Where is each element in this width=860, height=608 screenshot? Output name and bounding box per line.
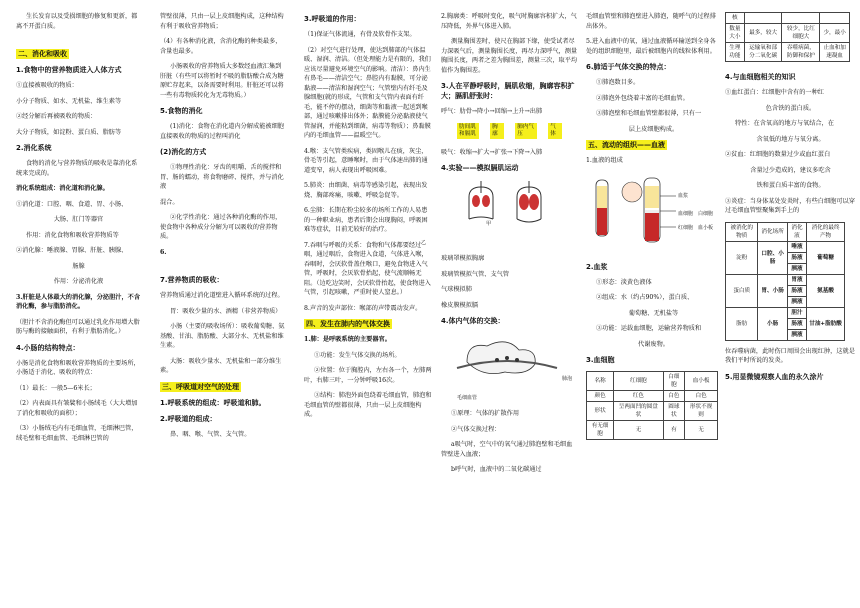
- text: 测量胸围差时，使尺在胸部下缘，使受试者尽力深吸气后，测量胸围长度，再尽力深呼气，测量胸围长度，两者之差为胸围差，测量三次，取平均值作为胸围差。: [441, 38, 578, 74]
- table-cell: 最多，较大: [744, 24, 782, 43]
- table-cell: 血小板: [685, 372, 718, 391]
- table-row: [726, 24, 850, 43]
- label-box: 肋间肌和膈肌: [457, 123, 479, 139]
- heading: 6.肺适于气体交换的特点：: [586, 63, 671, 71]
- table-cell: 有无细胞: [587, 421, 614, 440]
- figure-label: 血浆: [678, 192, 689, 199]
- table-cell: 胃、小肠: [758, 274, 787, 307]
- text: ①肺泡数目多。: [596, 79, 640, 86]
- table-cell: 胰液: [787, 296, 806, 307]
- text: 作用：分泌消化液: [53, 278, 104, 285]
- table-cell: [820, 13, 850, 24]
- table-cell: 淀粉: [726, 241, 758, 274]
- text: 玻璃罩模拟胸廓: [441, 255, 485, 262]
- table-cell: 形状不规则: [685, 402, 718, 421]
- section-heading: 三、呼吸道对空气的处理: [162, 382, 239, 391]
- table-cell: 无: [614, 421, 663, 440]
- table-row: [726, 43, 850, 62]
- text: ③炎症：当身体某处发炎时，有些白细胞可以穿过毛细血管壁聚集到手上的: [725, 197, 855, 214]
- heading: 5.食物的消化: [160, 107, 203, 115]
- text: 营养物质通过消化道壁进入循环系统的过程。: [160, 292, 284, 299]
- column-2: [146, 0, 289, 608]
- text: 鼻、咽、喉、气管、支气管。: [170, 430, 251, 438]
- text: ②气体交换过程：: [451, 425, 501, 433]
- table-cell: 被消化的物质: [726, 222, 758, 241]
- text: 胃：吸收少量的水、酒精（非营养物质）: [170, 307, 282, 315]
- text: （4）有各种消化液，含消化酶的种类最多，含量也最多。: [160, 38, 282, 55]
- heading: 2.血浆: [586, 262, 608, 271]
- text: 小分子物质、如水、无机盐、维生素等: [16, 97, 122, 105]
- text: 气球模拟肺: [441, 286, 472, 293]
- text: 大肠、肛门等器官: [53, 216, 104, 223]
- table-cell: 生理功能: [726, 43, 745, 62]
- text: ②化学性消化：通过各种消化酶的作用，使食物中各种成分分解为可以吸收的营养物质。: [160, 214, 282, 240]
- text: ①直接被吸收的物质：: [16, 82, 78, 89]
- text: 色含铁的蛋白质。: [765, 104, 816, 112]
- text: ③功能：运载血细胞，运输营养物质和: [596, 325, 702, 332]
- text: 代谢废物。: [638, 340, 669, 348]
- text: （1)保证气体流通，有骨及软骨作支架。: [304, 31, 416, 38]
- blood-tube-icon: [586, 172, 716, 256]
- text: ①物理性消化：牙齿的咀嚼、舌的搅拌和胃、肠的蠕动，将食物磨碎、搅拌，并与消化液: [160, 164, 284, 190]
- text: 1.肺：是呼吸系统的主要器官。: [304, 336, 391, 343]
- table-cell: 止血和加速凝血: [820, 43, 850, 62]
- label-box: 肺内气压: [515, 123, 537, 139]
- table-cell: [782, 13, 820, 24]
- figure-label: 红细胞: [678, 224, 694, 231]
- text: 5.进入血液中的氧，通过血液循环输送到全身各处的组织细胞里，最后被细胞内的线粒体利用。: [586, 38, 716, 55]
- text: 消化系统组成：消化道和消化腺。: [16, 185, 109, 192]
- text: ②贫血：红细胞的数量过少或血红蛋白: [725, 151, 831, 158]
- table-cell: 圆球状: [663, 402, 685, 421]
- heading: 3.人在平静呼吸时，膈肌收缩，胸廓容积扩大；膈肌舒张时：: [441, 82, 575, 100]
- text: 位吞噬病菌，此时伤口周围会出现红肿，这就是我们平时所说的发炎。: [725, 347, 855, 364]
- table-row: [726, 13, 850, 24]
- column-1: [0, 0, 143, 608]
- text: 小肠是消化食物和吸收营养物质的主要场所，小肠适于消化、吸收的特点：: [16, 359, 140, 376]
- text: 8.声音的发声部位：喉部的声带震动发声。: [304, 304, 422, 312]
- table-row: [726, 241, 845, 252]
- table-cell: 红色: [614, 391, 663, 402]
- text: 小肠（主要的吸收场所）：吸收葡萄糖、氨基酸、甘油、脂肪酸、大部分水、无机盐和维生素。: [160, 323, 285, 349]
- text: 橡皮膜模拟膈: [441, 301, 479, 309]
- figure-label: 乙: [421, 240, 427, 246]
- text: 6.尘肺：长期在粉尘较多的场所工作的人易患的一种职业病，患者后期会出现胸闷，呼吸困难等症状，目前无较好的治疗。: [304, 207, 428, 233]
- section-heading: 二、消化和吸收: [18, 50, 67, 58]
- table-row: [726, 307, 845, 318]
- table-cell: 消化液: [787, 222, 806, 241]
- text: 4.喉：支气管类疾病，类固喉儿在痰，灰尘，骨毛等引起，意睡喉时，由于气体速出肺的通道变窄，病人表现出呼吸困难。: [304, 147, 428, 174]
- table-cell: 核: [726, 13, 745, 24]
- digestion-table: [725, 222, 845, 341]
- text: 铁和蛋白质丰富的食物。: [756, 182, 825, 189]
- table-cell: 小肠: [758, 307, 787, 340]
- table-cell: 少，最小: [820, 24, 850, 43]
- text: （3）小肠绒毛内有毛细血管，毛细淋巴管，绒毛壁和毛细血管、毛细淋巴管的: [16, 425, 138, 442]
- heading: 1.呼吸系统的组成：呼吸道和肺。: [160, 398, 266, 407]
- text: 7.吞咽与呼吸的关系：食物和气体都要经过咽，通过咽后，食物进入食道，气体进入喉，吞咽时，会厌软骨盖住喉口，避免食物进入气管，呼吸时，会厌软骨抬起，使气流顺畅无阻。（边吃边笑时，会厌软骨抬起，使食物进入气管，引起咳嗽，严重时使人窒息。）: [304, 241, 431, 296]
- text: ③结构：肺泡外面包绕着毛细血管，肺泡和毛细血管的壁都很薄，只由一层上皮细胞构成。: [304, 392, 432, 418]
- table-cell: 吞噬病菌，防御和保护: [782, 43, 820, 62]
- table-cell: 名称: [587, 372, 614, 391]
- figure-label: 甲: [486, 221, 492, 227]
- text: ②肺泡外包绕着丰富的毛细血管。: [596, 94, 689, 102]
- table-cell: 甘油+脂肪酸: [807, 307, 845, 340]
- text: ②消化腺：唾液腺、胃腺、肝脏、胰腺、: [16, 247, 128, 254]
- table-cell: 红细胞: [614, 372, 663, 391]
- heading: 1.食物中的营养物质进入人体方式: [16, 66, 122, 74]
- table-cell: 蛋白质: [726, 274, 758, 307]
- text: 3.肝脏是人体最大的消化腺，分泌胆汁，不含消化酶，参与脂肪消化。: [16, 293, 141, 310]
- text: 混合。: [160, 198, 179, 206]
- gas-exchange-figure: [441, 332, 578, 403]
- text: 特性：在含氧高的地方与氧结合，在: [735, 120, 834, 127]
- table-cell: 葡萄糖: [807, 241, 845, 274]
- figure-label: 肺泡: [562, 376, 573, 382]
- heading: 4.与血细胞相关的知识: [725, 73, 796, 81]
- text: （1）最长：一般5—6米长；: [16, 384, 96, 392]
- table-cell: 肠液: [787, 318, 806, 329]
- table-cell: 肠液: [787, 285, 806, 296]
- blood-cell-table: [586, 371, 718, 440]
- figure-label: 白细胞: [698, 210, 714, 217]
- text: 含量过少造成的，建议多吃含: [750, 166, 831, 174]
- heading: 2.呼吸道的组成：: [160, 414, 217, 423]
- label-box: 气体: [548, 123, 562, 139]
- table-row: [587, 391, 718, 402]
- text: 层上皮细胞构成。: [628, 125, 679, 133]
- blood-composition-figure: [586, 172, 721, 256]
- heading: (2)消化的方式: [160, 148, 207, 156]
- text: ②组成：水（约占90%），蛋白质、: [596, 294, 694, 301]
- text: ①消化道：口腔、咽、食道、胃、小肠、: [16, 200, 128, 208]
- text: （2）内表面具有皱襞和小肠绒毛（大大增加了消化和吸收的面积）；: [16, 400, 138, 417]
- blood-cell-table-continued: [725, 12, 850, 62]
- table-cell: 白细胞: [663, 372, 685, 391]
- text: 作用：消化食物和吸收营养物质等: [26, 231, 119, 239]
- heading: 3.呼吸道的作用：: [304, 15, 361, 23]
- figure-label: 血细胞: [678, 210, 694, 217]
- table-cell: 颜色: [587, 391, 614, 402]
- table-cell: 口腔、小肠: [758, 241, 787, 274]
- section-heading: 四、发生在肺内的气体交换: [306, 320, 390, 328]
- column-6: [723, 0, 860, 608]
- table-cell: 肠液: [787, 252, 806, 263]
- text: ①原理：气体的扩散作用: [451, 410, 520, 417]
- table-cell: 较少，比红细胞大: [782, 24, 820, 43]
- text: (1)消化：食物在消化道内分解成能被细胞直接吸收的物质的过程叫消化: [160, 123, 284, 140]
- table-cell: 胰液: [787, 263, 806, 274]
- text: 5.肺炎：由细菌、病毒等感染引起，表现出发烧、胸部疼痛，咳嗽、呼吸急促等。: [304, 182, 428, 199]
- text: 大肠：吸收少量水、无机盐和一部分维生素。: [160, 357, 282, 374]
- text: ③肺泡壁和毛细血管壁都很薄，只有一: [596, 110, 702, 117]
- table-cell: 呈两面凹的圆盘状: [614, 402, 663, 421]
- table-cell: 胃液: [787, 274, 806, 285]
- table-cell: 形状: [587, 402, 614, 421]
- figure-label: 血小板: [698, 224, 714, 231]
- text: 大分子物质，如淀粉、蛋白质、脂肪等: [16, 128, 122, 136]
- text: 含氧低的地方与氧分离。: [756, 135, 825, 143]
- heading: 4.小肠的结构特点：: [16, 343, 80, 352]
- text: 葡萄糖、无机盐等: [628, 309, 679, 317]
- table-cell: 氨基酸: [807, 274, 845, 307]
- column-3: [292, 0, 435, 608]
- text: （2）对空气进行处理，使达到肺部的气体温暖、湿润、清洁。（但处理能力是有限的，我们应该尽量避免环境空气的影响。清洁）：鼻内生有鼻毛——清洁空气；鼻腔内有黏膜，可分泌黏液——清洁和湿润空气；气管壁内有纤毛及腺细胞(就的形成，气管和支气管内表面有纤毛，能不停的摆动，细菌等和黏液一起送到喉部，通过咳嗽排出体外；黏膜能分泌黏液使气管湿润，并能粘到细菌，病毒等物质）；鼻黏膜内的毛细血管——温暖空气。: [304, 46, 431, 139]
- text: 小肠吸收的营养物质大多数经血液汇集到肝脏（有些可以将暂时不吸的脂肪酸合成为糖原贮存起来，以备需要时利用。肝脏还可以将一些有毒物质转化为无毒物质。）: [160, 63, 284, 99]
- text: 食物的消化与营养物质的吸收是靠消化系统来完成的。: [16, 160, 138, 177]
- figure-label: 毛细血管: [457, 395, 478, 401]
- text: 2.胸廓类：呼吸时变化，吸气时胸廓容积扩大，气压降低，外界气体进入肺。: [441, 13, 577, 30]
- table-cell: 消化的最终产物: [807, 222, 845, 241]
- breathing-flow-boxes: [441, 123, 578, 142]
- text: 6.: [160, 248, 167, 256]
- diaphragm-model-figure: [421, 179, 578, 248]
- table-cell: 唾液: [787, 241, 806, 252]
- text: 生长发育以及受损细胞的修复和更新，都离不开蛋白质。: [16, 13, 138, 30]
- text: ②经分解后再被吸收的物质：: [16, 113, 97, 120]
- text: b呼气时，血液中的二氧化碳通过: [451, 466, 542, 473]
- table-cell: 胰液: [787, 329, 806, 340]
- text: ①形态：淡黄色液体: [596, 278, 652, 286]
- heading: 5.用显微镜观察人血的永久涂片: [725, 372, 824, 381]
- heading: 2.消化系统: [16, 144, 52, 152]
- text: 1.血液的组成: [586, 157, 623, 164]
- table-cell: 运输氧和部分二氧化碳: [744, 43, 782, 62]
- table-cell: 胆汁: [787, 307, 806, 318]
- text: 吸气：收缩→扩大→扩张→下降→入肺: [441, 148, 543, 156]
- heading: 4.体内气体的交换：: [441, 317, 505, 325]
- text: ②位置：位于胸腔内，左右各一个，左肺两叶，右肺三叶，一分钟呼吸16次。: [304, 367, 432, 384]
- column-5: [582, 0, 723, 608]
- table-cell: 脂肪: [726, 307, 758, 340]
- table-cell: 消化场所: [758, 222, 787, 241]
- alveolus-capillary-icon: [457, 332, 557, 380]
- table-cell: 数量大小: [726, 24, 745, 43]
- bell-jar-model-icon: [461, 179, 561, 225]
- section-heading: 五、流动的组织——血液: [588, 141, 665, 149]
- text: ①血红蛋白：红细胞中含有的一种红: [725, 89, 824, 96]
- text: 呼气：肋骨→降小→回缩→上升→出肺: [441, 108, 543, 115]
- column-4: [421, 0, 580, 608]
- table-row: [726, 222, 845, 241]
- table-cell: 无: [685, 421, 718, 440]
- table-row: [726, 274, 845, 285]
- heading: 4.实验——模拟膈肌运动: [441, 164, 519, 172]
- text: a吸气时，空气中的氧气通过肺泡壁和毛细血管壁进入血液；: [441, 441, 573, 458]
- label-box: 胸廓: [490, 123, 504, 139]
- heading: 3.血细胞: [586, 356, 615, 364]
- text: 毛细血管壁和肺泡壁进入肺泡，随呼气的过程排出体外。: [586, 13, 716, 30]
- text: ①功能：发生气体交换的场所。: [314, 351, 401, 359]
- table-row: [587, 421, 718, 440]
- text: 玻璃管模拟气管、支气管: [441, 270, 510, 278]
- table-cell: [744, 13, 782, 24]
- table-row: [587, 372, 718, 391]
- text: （胆汁不含消化酶但可以通过乳化作用增大脂肪与酶的接触面积，有利于脂肪消化。）: [16, 318, 140, 335]
- table-cell: 有: [663, 421, 685, 440]
- table-cell: 白色: [685, 391, 718, 402]
- table-cell: 白色: [663, 391, 685, 402]
- text: 肠腺: [72, 262, 85, 270]
- text: 管壁很薄，只由一层上皮细胞构成，这种结构有利于吸收营养物质；: [160, 13, 284, 30]
- heading: 7.营养物质的吸收：: [160, 276, 224, 284]
- table-row: [587, 402, 718, 421]
